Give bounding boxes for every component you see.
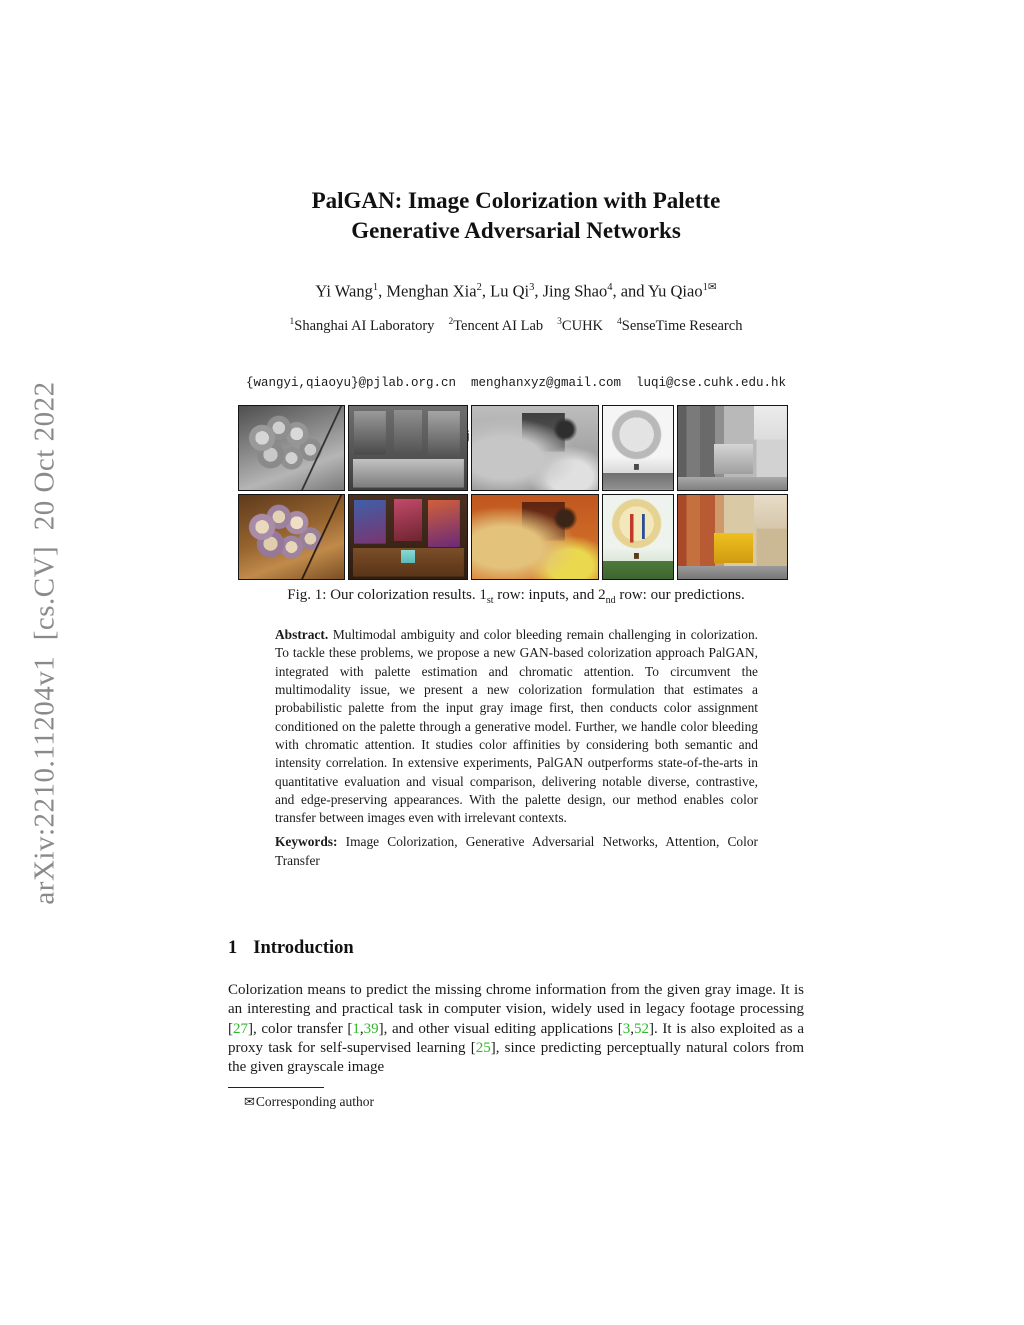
- citation-25[interactable]: 25: [475, 1039, 491, 1056]
- author-name: , Menghan Xia: [378, 281, 477, 301]
- affiliation: $^2$Tencent AI Lab: [448, 317, 544, 334]
- affiliation: $^3$CUHK: [557, 317, 604, 334]
- keywords-label: Keywords:: [275, 834, 338, 850]
- section-title: Introduction: [253, 938, 354, 958]
- figure-row-inputs: [238, 405, 788, 491]
- author-affil-envelope-sup: 1✉: [702, 282, 717, 293]
- input-image-comics: [348, 405, 468, 491]
- email-line-1: {wangyi,qiaoyu}@pjlab.org.cn menghanxyz@gmail.com luqi@cse.cuhk.edu.hk: [245, 376, 787, 390]
- prediction-image-street-bus: [677, 494, 788, 580]
- section-1-heading: [228, 938, 804, 959]
- citation-39[interactable]: 39: [363, 1020, 379, 1037]
- figure-caption: Fig. 1: Our colorization results. $1_{st}$ row: inputs, and $2_{nd}$ row: our predictions.: [287, 587, 745, 606]
- abstract-block: [275, 626, 758, 870]
- affiliation: $^4$SenseTime Research: [617, 317, 743, 334]
- citation-27[interactable]: 27: [233, 1020, 248, 1037]
- prediction-image-comics: [348, 494, 468, 580]
- abstract-paragraph: [275, 626, 758, 828]
- section-number: 1: [228, 938, 238, 958]
- abstract-text: Multimodal ambiguity and color bleeding remain challenging in colorization. To tackle these problems, we propose a new GAN-based colorization approach PalGAN, integrated with palette estimation and chromatic attention. To circumvent the multimodality issue, we present a new colorization formulation that estimates a probabilistic palette from the input gray image first, then conducts color assignment conditioned on the palette through a generative model. Further, we handle color bleeding with chromatic attention. It studies color affinities by considering both semantic and intensity correlation. In extensive experiments, PalGAN outperforms state-of-the-arts in quantitative evaluation and visual comparison, delivering notable diverse, contrastive, and edge-preserving appearances. With the palette design, our method enables color transfer between images even with irrelevant contexts.: [275, 627, 758, 826]
- abstract-label: Abstract.: [275, 627, 329, 642]
- footnote: [244, 1094, 374, 1110]
- title-block: [228, 186, 804, 247]
- figure-row-predictions: [238, 494, 788, 580]
- author-affil-sup: 4: [607, 282, 613, 293]
- affiliation: $^1$Shanghai AI Laboratory: [289, 317, 435, 334]
- footnote-text: Corresponding author: [255, 1094, 375, 1109]
- keywords-paragraph: [275, 833, 758, 870]
- citation-3[interactable]: 3: [622, 1020, 631, 1037]
- paper-title: PalGAN: Image Colorization with Palette Generative Adversarial Networks: [311, 188, 721, 244]
- citation-52[interactable]: 52: [633, 1020, 649, 1037]
- input-image-balloon: [602, 405, 674, 491]
- prediction-image-balloon: [602, 494, 674, 580]
- author-line: [164, 281, 868, 302]
- author-affil-sup: 3: [529, 282, 535, 293]
- author-affil-sup: 1: [372, 282, 379, 293]
- citation-1[interactable]: 1: [352, 1020, 360, 1037]
- input-image-banana-vendor: [471, 405, 599, 491]
- keywords-text: Image Colorization, Generative Adversarial Networks, Attention, Color Transfer: [275, 834, 758, 868]
- prediction-image-banana-vendor: [471, 494, 599, 580]
- envelope-icon: ✉: [244, 1094, 255, 1109]
- figure-1: [238, 405, 788, 580]
- affiliation-line: [164, 317, 868, 335]
- arxiv-watermark: arXiv:2210.11204v1 [cs.CV] 20 Oct 2022: [28, 381, 61, 905]
- author-name: , Jing Shao: [534, 281, 608, 301]
- intro-paragraph: Colorization means to predict the missing chrome information from the given gray image. It is an interesting and practical task in computer vision, widely used in legacy footage processing [27], color transfer [1,39], and other visual editing applications [3,52]. It is also exploited as a proxy task for self-supervised learning [25], since predicting perceptually natural colors from the given grayscale image: [228, 982, 804, 1076]
- author-name: , Lu Qi: [481, 281, 530, 301]
- input-image-yarn: [238, 405, 345, 491]
- author-name: , and Yu Qiao: [612, 281, 703, 301]
- footnote-rule: [228, 1087, 324, 1088]
- author-name: Yi Wang: [315, 281, 373, 301]
- prediction-image-yarn: [238, 494, 345, 580]
- input-image-street-bus: [677, 405, 788, 491]
- author-affil-sup: 2: [476, 282, 482, 293]
